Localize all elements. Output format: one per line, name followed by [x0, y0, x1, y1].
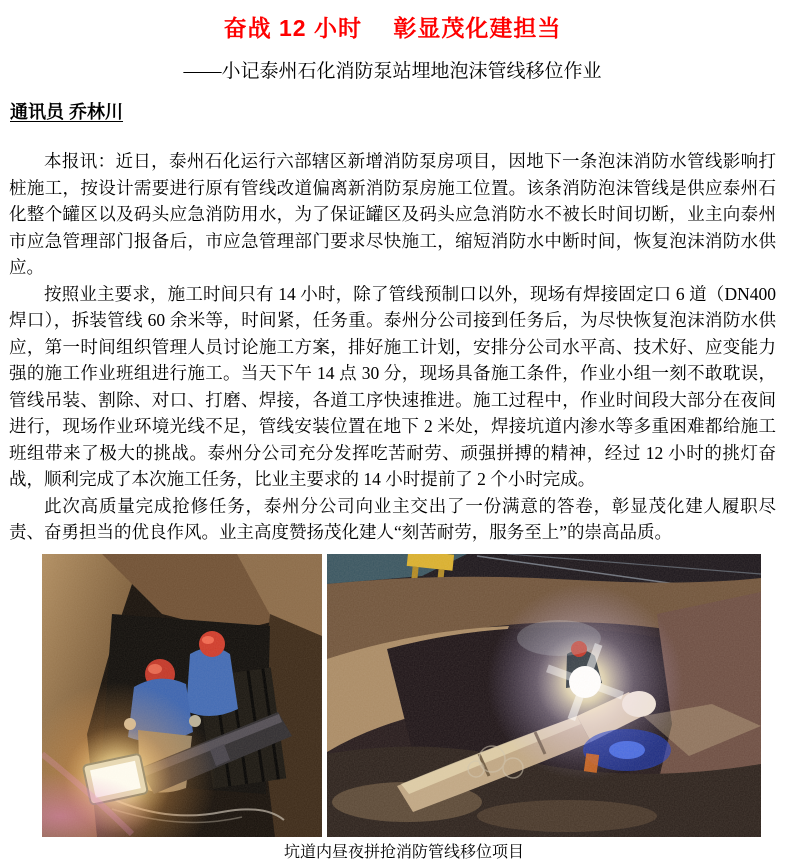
article-title: 奋战 12 小时 彰显茂化建担当 [223, 15, 562, 41]
photo-caption: 坑道内昼夜拼抢消防管线移位项目 [283, 843, 524, 861]
photo-trench-workers [42, 554, 322, 837]
paragraph-2: 按照业主要求，施工时间只有 14 小时，除了管线预制口以外，现场有焊接固定口 6 道（DN400焊口），拆装管线 60 余米等，时间紧，任务重。泰州分公司接到任务后，为尽快恢复泡沫消防水供应，第一时间组织管理人员讨论施工方案，排好施工计划，安排分公司水平高、技术好、应变能力强的施工作业班组进行施工。当天下午 14 点 30 分，现场具备施工条件，作业小组一刻不敢耽误，管线吊装、割除、对口、打磨、焊接，各道工序快速推进。施工过程中，作业时间段大部分在夜间进行，现场作业环境光线不足，管线安装位置在地下 2 米处，焊接坑道内渗水等多重困难都给施工班组带来了极大的挑战。泰州分公司充分发挥吃苦耐劳、顽强拼搏的精神，经过 12 小时的挑灯奋战，顺利完成了本次施工任务，比业主要求的 14 小时提前了 2 个小时完成。 [9, 283, 776, 489]
paragraph-3: 此次高质量完成抢修任务，泰州分公司向业主交出了一份满意的答卷，彰显茂化建人履职尽责、奋勇担当的优良作风。业主高度赞扬茂化建人“刻苦耐劳，服务至上”的崇高品质。 [9, 495, 776, 542]
paragraph-1: 本报讯：近日，泰州石化运行六部辖区新增消防泵房项目，因地下一条泡沫消防水管线影响打桩施工，按设计需要进行原有管线改道偏离新消防泵房施工位置。该条消防泡沫管线是供应泰州石化整个罐区以及码头应急消防用水，为了保证罐区及码头应急消防水不被长时间切断，业主向泰州市应急管理部门报备后，市应急管理部门要求尽快施工，缩短消防水中断时间，恢复泡沫消防水供应。 [9, 151, 776, 277]
article-subtitle: ——小记泰州石化消防泵站埋地泡沫管线移位作业 [183, 61, 602, 82]
byline: 通讯员 乔林川 [10, 102, 124, 122]
photo-strip [42, 554, 766, 837]
document-page [0, 12, 785, 861]
article-body [9, 148, 776, 546]
photo-night-excavation [327, 554, 761, 837]
